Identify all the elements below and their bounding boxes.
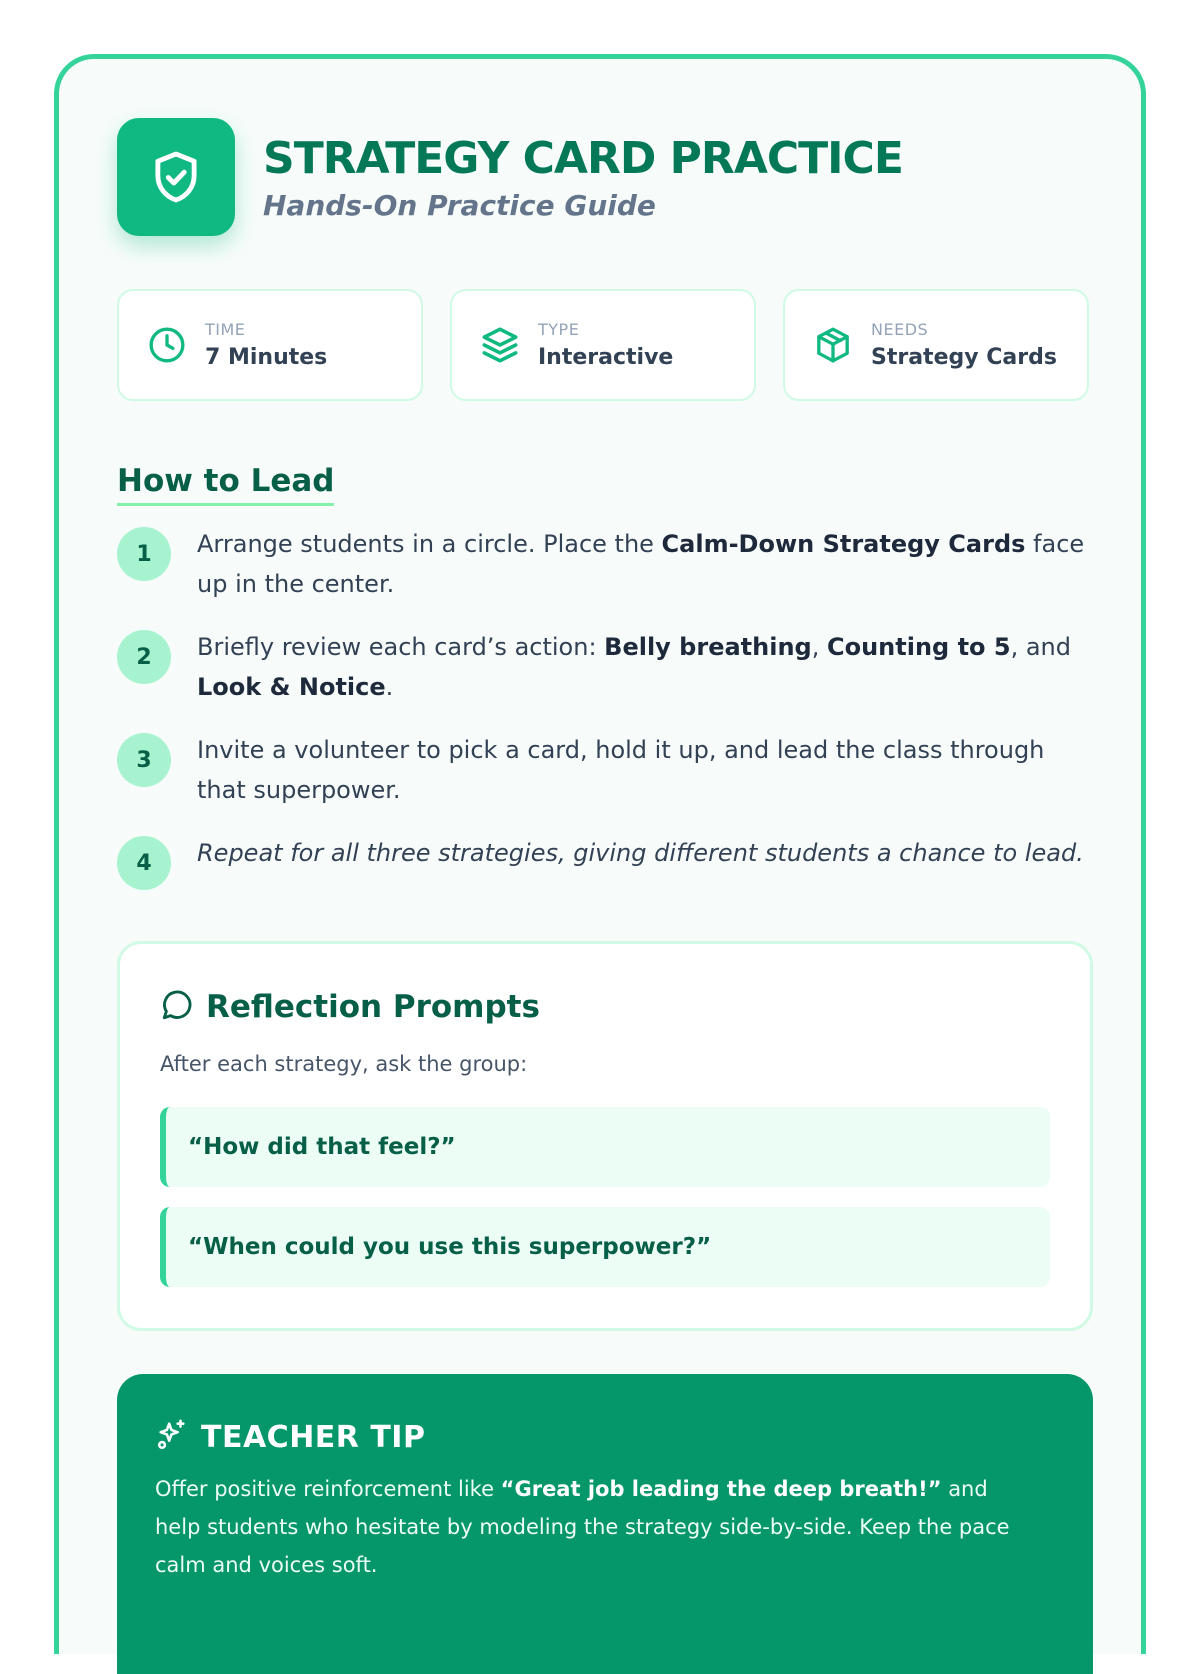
tip-body: Offer positive reinforcement like “Great job leading the deep breath!” and help students who hesitate by modeling the strategy side-by-side. Keep the pace calm and voices soft. [155, 1477, 1010, 1577]
meta-value: 7 Minutes [205, 345, 328, 370]
list-item [117, 527, 1093, 604]
meta-needs [783, 289, 1089, 401]
meta-time [117, 289, 423, 401]
layers-icon [478, 323, 522, 367]
sparkles-icon [155, 1418, 189, 1456]
shield-check-icon [117, 118, 235, 236]
meta-value: Interactive [538, 345, 674, 370]
step-number: 1 [117, 527, 171, 581]
reflection-title: Reflection Prompts [206, 989, 540, 1025]
list-item [117, 630, 1093, 707]
meta-value: Strategy Cards [871, 345, 1057, 370]
page-title: STRATEGY CARD PRACTICE [263, 132, 903, 184]
teacher-tip [117, 1374, 1093, 1674]
step-text: Briefly review each card’s action: Belly breathing, Counting to 5, and Look & Notice. [197, 633, 1072, 701]
list-item [117, 836, 1093, 890]
reflection-prompt: “When could you use this superpower?” [160, 1207, 1050, 1287]
meta-type [450, 289, 756, 401]
step-number: 4 [117, 836, 171, 890]
list-item [117, 733, 1093, 810]
clock-icon [145, 323, 189, 367]
step-text: Arrange students in a circle. Place the Calm-Down Strategy Cards face up in the center. [197, 530, 1085, 598]
reflection-prompt: “How did that feel?” [160, 1107, 1050, 1187]
step-text: Invite a volunteer to pick a card, hold it up, and lead the class through that superpower. [197, 736, 1045, 804]
meta-label: TYPE [538, 320, 580, 339]
reflection-intro: After each strategy, ask the group: [160, 1052, 528, 1076]
steps-list [117, 527, 1093, 916]
step-number: 2 [117, 630, 171, 684]
practice-card [54, 54, 1146, 1654]
page-subtitle: Hands-On Practice Guide [263, 188, 656, 222]
step-number: 3 [117, 733, 171, 787]
step-text: Repeat for all three strategies, giving different students a chance to lead. [197, 839, 1084, 867]
header [117, 118, 903, 236]
meta-label: NEEDS [871, 320, 929, 339]
box-icon [811, 323, 855, 367]
meta-row [117, 289, 1089, 401]
tip-title: TEACHER TIP [201, 1419, 426, 1455]
meta-label: TIME [205, 320, 246, 339]
reflection-box [117, 941, 1093, 1331]
section-title-how-to-lead: How to Lead [117, 463, 334, 506]
message-circle-icon [160, 988, 194, 1026]
